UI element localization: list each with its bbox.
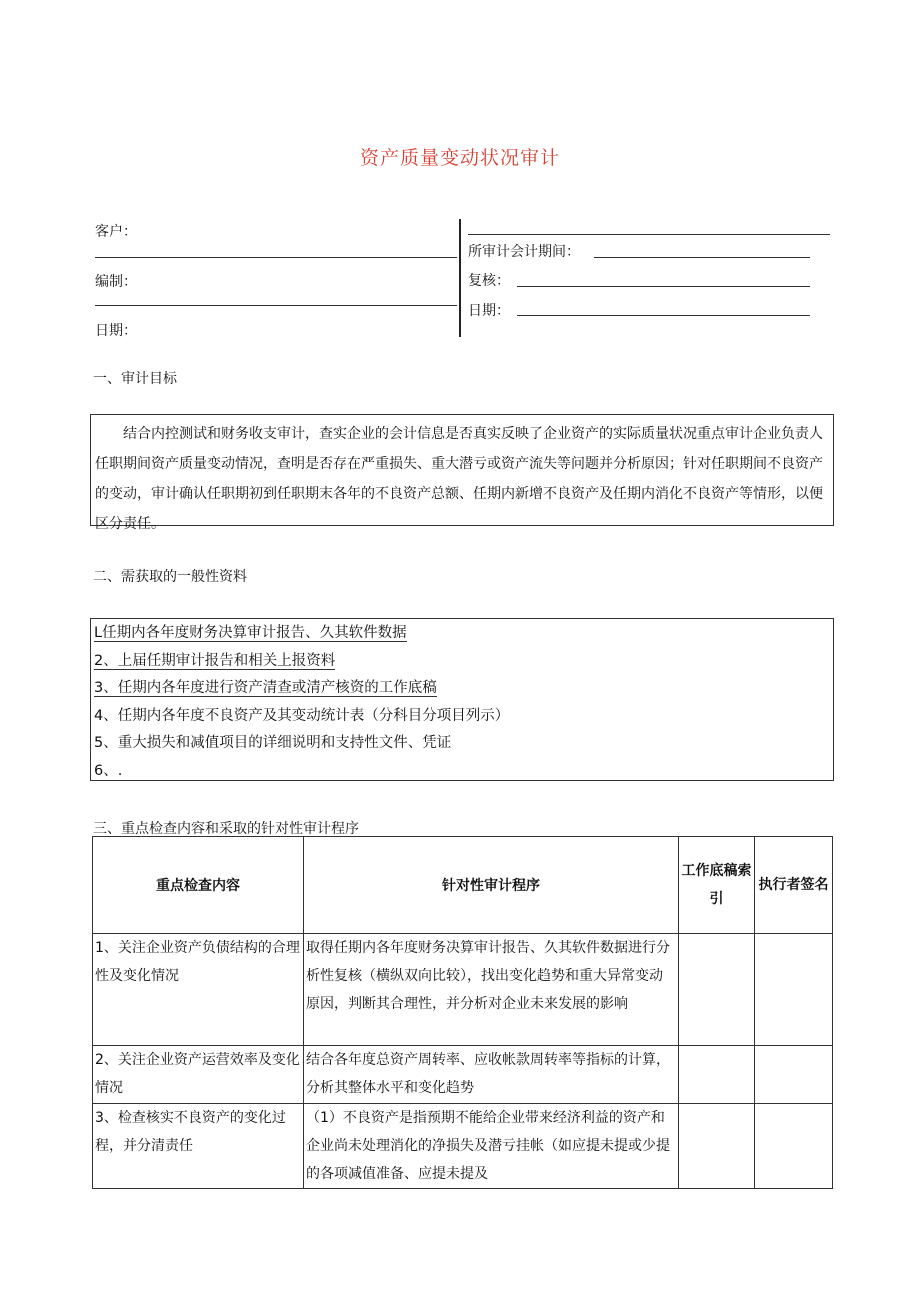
list-item: 4、任期内各年度不良资产及其变动统计表（分科目分项目列示） bbox=[94, 707, 510, 724]
list-item: 6、. bbox=[94, 762, 123, 779]
client-line bbox=[95, 257, 457, 258]
row-index bbox=[679, 1046, 755, 1104]
page-title: 资产质量变动状况审计 bbox=[359, 147, 560, 169]
row-signer bbox=[755, 1046, 833, 1104]
right-top-line bbox=[468, 234, 830, 235]
col-header-index: 工作底稿索引 bbox=[679, 837, 755, 934]
period-line bbox=[594, 257, 810, 258]
section3-heading: 三、重点检查内容和采取的针对性审计程序 bbox=[93, 821, 359, 837]
period-label: 所审计会计期间： bbox=[468, 244, 580, 260]
list-item: L任期内各年度财务决算审计报告、久其软件数据 bbox=[94, 625, 407, 641]
table-header-row bbox=[93, 837, 833, 934]
col-header-signer: 执行者签名 bbox=[755, 837, 833, 934]
row-procedure: 结合各年度总资产周转率、应收帐款周转率等指标的计算，分析其整体水平和变化趋势 bbox=[304, 1046, 679, 1104]
list-item: 2、上届任期审计报告和相关上报资料 bbox=[94, 652, 336, 669]
col-header-procedure: 针对性审计程序 bbox=[304, 837, 679, 934]
row-content: 1、关注企业资产负债结构的合理性及变化情况 bbox=[93, 934, 304, 1046]
row-signer bbox=[755, 1104, 833, 1189]
row-index bbox=[679, 934, 755, 1046]
table-row bbox=[93, 1104, 833, 1189]
col-header-content: 重点检查内容 bbox=[93, 837, 304, 934]
section2-heading: 二、需获取的一般性资料 bbox=[93, 569, 247, 585]
row-procedure: 取得任期内各年度财务决算审计报告、久其软件数据进行分析性复核（横纵双向比较），找出变化趋势和重大异常变动原因，判断其合理性，并分析对企业未来发展的影响 bbox=[304, 934, 679, 1046]
row-content: 3、检查核实不良资产的变化过程，并分清责任 bbox=[93, 1104, 304, 1189]
prepared-line bbox=[95, 305, 457, 306]
date-line-right bbox=[517, 315, 810, 316]
table-row bbox=[93, 934, 833, 1046]
client-label: 客户： bbox=[95, 224, 137, 240]
review-line bbox=[517, 286, 810, 287]
table-row bbox=[93, 1046, 833, 1104]
list-item: 3、任期内各年度进行资产清查或清产核资的工作底稿 bbox=[94, 680, 437, 696]
section1-heading: 一、审计目标 bbox=[93, 371, 177, 387]
prepared-label: 编制： bbox=[95, 274, 137, 290]
row-index bbox=[679, 1104, 755, 1189]
row-signer bbox=[755, 934, 833, 1046]
review-label: 复核： bbox=[468, 273, 510, 289]
objective-box bbox=[90, 414, 834, 532]
date-label-right: 日期： bbox=[468, 303, 510, 319]
date-label-left: 日期： bbox=[95, 323, 137, 339]
row-procedure: （1）不良资产是指预期不能给企业带来经济利益的资产和企业尚未处理消化的净损失及潜亏挂帐（如应提未提或少提的各项减值准备、应提未提及 bbox=[304, 1104, 679, 1189]
procedures-table bbox=[92, 836, 833, 1189]
list-item: 5、重大损失和减值项目的详细说明和支持性文件、凭证 bbox=[94, 735, 452, 751]
header-divider bbox=[459, 219, 461, 337]
materials-box bbox=[90, 618, 834, 781]
objective-text: 结合内控测试和财务收支审计，查实企业的会计信息是否真实反映了企业资产的实际质量状况重点审计企业负责人任职期间资产质量变动情况，查明是否存在严重损失、重大潜亏或资产流失等问题并分析原因；针对任职期间不良资产的变动，审计确认任职期初到任职期末各年的不良资产总额、任期内新增不良资产及任期内消化不良资产等情形，以便区分责任。 bbox=[95, 426, 823, 532]
row-content: 2、关注企业资产运营效率及变化情况 bbox=[93, 1046, 304, 1104]
